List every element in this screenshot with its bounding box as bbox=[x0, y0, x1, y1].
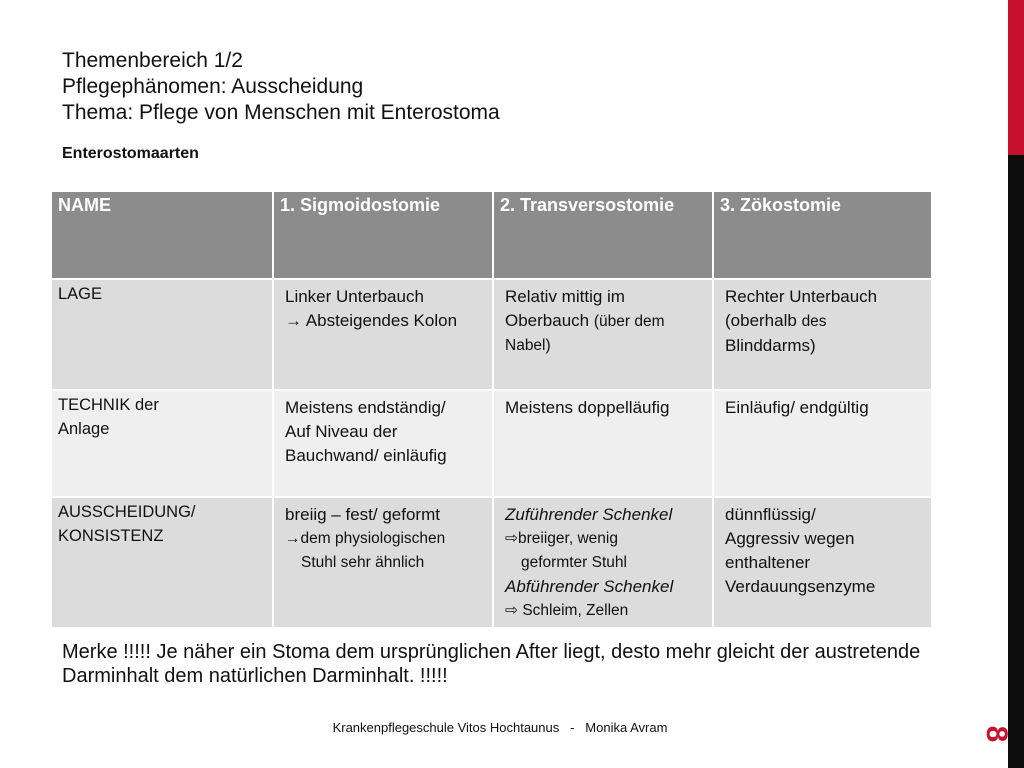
footer-separator: - bbox=[570, 720, 575, 735]
section-subtitle: Enterostomaarten bbox=[62, 145, 199, 162]
enterostoma-table bbox=[50, 190, 933, 629]
cell-text: Meistens endständig/ bbox=[285, 398, 446, 417]
cell-text: Relativ mittig im bbox=[505, 287, 625, 306]
cell-text: Linker Unterbauch bbox=[285, 287, 424, 306]
cell-lage-transvers bbox=[493, 279, 713, 390]
cell-text: Oberbauch bbox=[505, 311, 590, 330]
accent-bar-black bbox=[1008, 155, 1024, 768]
row-label-lage: LAGE bbox=[51, 279, 273, 390]
cell-text: Verdauungsenzyme bbox=[725, 577, 876, 596]
cell-text: Absteigendes Kolon bbox=[305, 311, 458, 330]
title-line-3: Thema: Pflege von Menschen mit Enterostoma bbox=[62, 101, 500, 124]
row-label-technik: TECHNIK der Anlage bbox=[51, 390, 273, 497]
slide-number: 8 bbox=[980, 725, 1013, 743]
cell-text: breiiger, wenig bbox=[518, 530, 618, 547]
cell-ausscheidung-transvers bbox=[493, 497, 713, 628]
table-row-technik bbox=[51, 390, 932, 497]
footer-author: Monika Avram bbox=[585, 720, 668, 735]
cell-text: dem physiologischen bbox=[300, 530, 446, 547]
cell-lage-sigmoid bbox=[273, 279, 493, 390]
merke-note: Merke !!!!! Je näher ein Stoma dem ursprünglichen After liegt, desto mehr gleicht der austretende Darminhalt dem natürlichen Darminhalt. !!!!! bbox=[62, 641, 921, 687]
table-row-lage bbox=[51, 279, 932, 390]
cell-text: des bbox=[801, 313, 827, 330]
cell-text: Stuhl sehr ähnlich bbox=[301, 554, 425, 571]
arrow-right-icon: ⇨ bbox=[505, 602, 518, 619]
cell-text: Schleim, Zellen bbox=[522, 602, 629, 619]
cell-technik-transvers bbox=[493, 390, 713, 497]
cell-text: dünnflüssig/ bbox=[725, 505, 816, 524]
cell-text: Blinddarms) bbox=[725, 336, 816, 355]
cell-text: breiig – fest/ geformt bbox=[285, 505, 440, 524]
cell-text: Auf Niveau der bbox=[285, 422, 398, 441]
slide-title bbox=[62, 48, 500, 126]
header-transversostomie: 2. Transversostomie bbox=[493, 191, 713, 279]
table-row-ausscheidung bbox=[51, 497, 932, 628]
title-line-2: Pflegephänomen: Ausscheidung bbox=[62, 75, 364, 98]
arrow-right-icon: ⇨ bbox=[505, 530, 518, 547]
cell-text: Abführender Schenkel bbox=[505, 577, 674, 596]
header-name: NAME bbox=[51, 191, 273, 279]
cell-text: (oberhalb bbox=[725, 311, 797, 330]
footer bbox=[0, 720, 1000, 735]
cell-text: Zuführender Schenkel bbox=[505, 505, 673, 524]
cell-text: Aggressiv wegen bbox=[725, 529, 855, 548]
cell-text: geformter Stuhl bbox=[521, 554, 627, 571]
cell-text: (über dem bbox=[593, 313, 665, 330]
cell-text: Rechter Unterbauch bbox=[725, 287, 878, 306]
cell-lage-zoeko bbox=[713, 279, 932, 390]
cell-text: enthaltener bbox=[725, 553, 811, 572]
accent-bar-red bbox=[1008, 0, 1024, 155]
title-line-1: Themenbereich 1/2 bbox=[62, 49, 243, 72]
arrow-right-icon: → bbox=[285, 311, 302, 330]
cell-text: Bauchwand/ einläufig bbox=[285, 446, 447, 465]
arrow-right-icon: → bbox=[285, 530, 301, 547]
footer-school: Krankenpflegeschule Vitos Hochtaunus bbox=[332, 720, 560, 735]
cell-ausscheidung-sigmoid bbox=[273, 497, 493, 628]
header-sigmoidostomie: 1. Sigmoidostomie bbox=[273, 191, 493, 279]
row-label-ausscheidung: AUSSCHEIDUNG/ KONSISTENZ bbox=[51, 497, 273, 628]
cell-technik-sigmoid bbox=[273, 390, 493, 497]
cell-text: Einläufig/ endgültig bbox=[725, 398, 869, 417]
table-header-row bbox=[51, 191, 932, 279]
cell-text: Meistens doppelläufig bbox=[505, 398, 670, 417]
cell-ausscheidung-zoeko bbox=[713, 497, 932, 628]
header-zoekostomie: 3. Zökostomie bbox=[713, 191, 932, 279]
cell-technik-zoeko bbox=[713, 390, 932, 497]
cell-text: Nabel) bbox=[505, 337, 551, 354]
